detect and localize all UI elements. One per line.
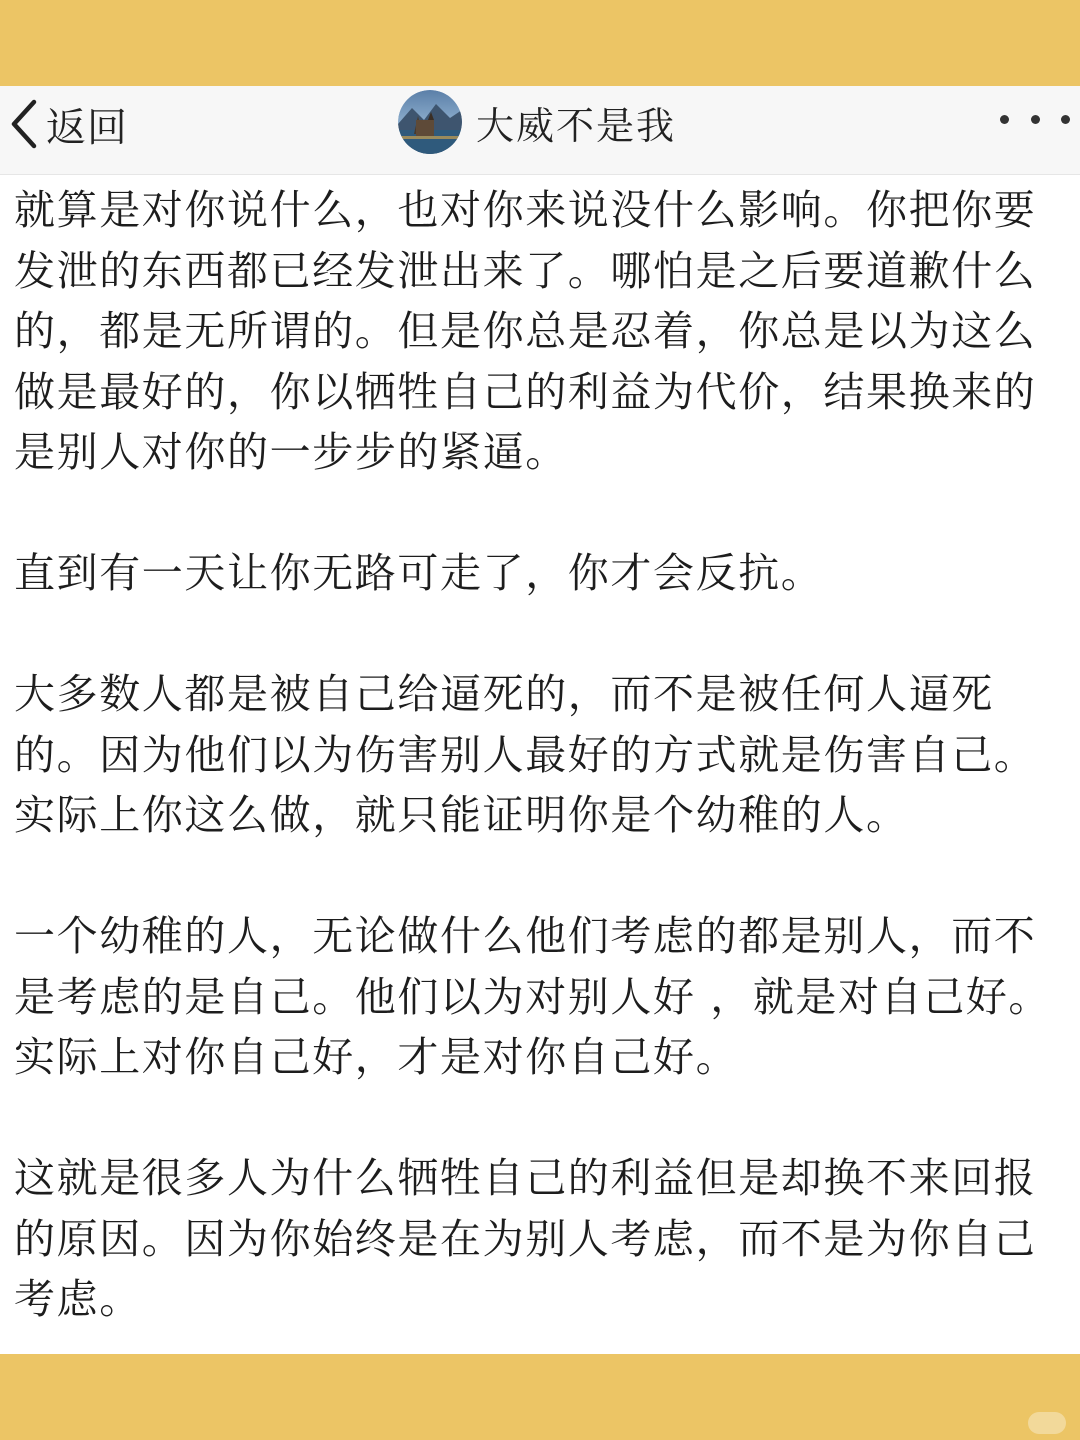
post-card (0, 86, 1080, 1354)
more-options-button[interactable] (1000, 94, 1070, 144)
back-button[interactable] (6, 92, 128, 156)
post-paragraph: 直到有一天让你无路可走了，你才会反抗。 (14, 549, 824, 597)
more-dots-icon (1061, 115, 1070, 124)
post-paragraph: 就算是对你说什么，也对你来说没什么影响。你把你要发泄的东西都已经发泄出来了。哪怕是之后要道歉什么的，都是无所谓的。但是你总是忍着，你总是以为这么做是最好的，你以牺牲自己的利益为代价，结果换来的是别人对你的一步步的紧逼。 (14, 186, 1037, 476)
avatar[interactable] (398, 90, 462, 154)
watermark-badge (1028, 1412, 1066, 1434)
post-paragraph: 一个幼稚的人，无论做什么他们考虑的都是别人，而不是考虑的是自己。他们以为对别人好 ，就是对自己好。实际上对你自己好，才是对你自己好。 (14, 912, 1052, 1081)
more-dots-icon (1000, 115, 1009, 124)
bottom-frame-band (0, 1354, 1080, 1440)
post-paragraph: 这就是很多人为什么牺牲自己的利益但是却换不来回报的原因。因为你始终是在为别人考虑，而不是为你自己考虑。 (14, 1154, 1037, 1323)
nav-bar (0, 86, 1080, 175)
author-info[interactable] (398, 90, 676, 154)
back-label: 返回 (46, 104, 128, 151)
author-name[interactable]: 大威不是我 (476, 103, 677, 148)
more-dots-icon (1031, 115, 1040, 124)
chevron-left-icon (6, 96, 42, 152)
post-paragraph: 大多数人都是被自己给逼死的，而不是被任何人逼死的。因为他们以为伤害别人最好的方式就是伤害自己。实际上你这么做，就只能证明你是个幼稚的人。 (14, 670, 1037, 839)
top-frame-band (0, 0, 1080, 86)
post-content (14, 180, 1064, 1354)
